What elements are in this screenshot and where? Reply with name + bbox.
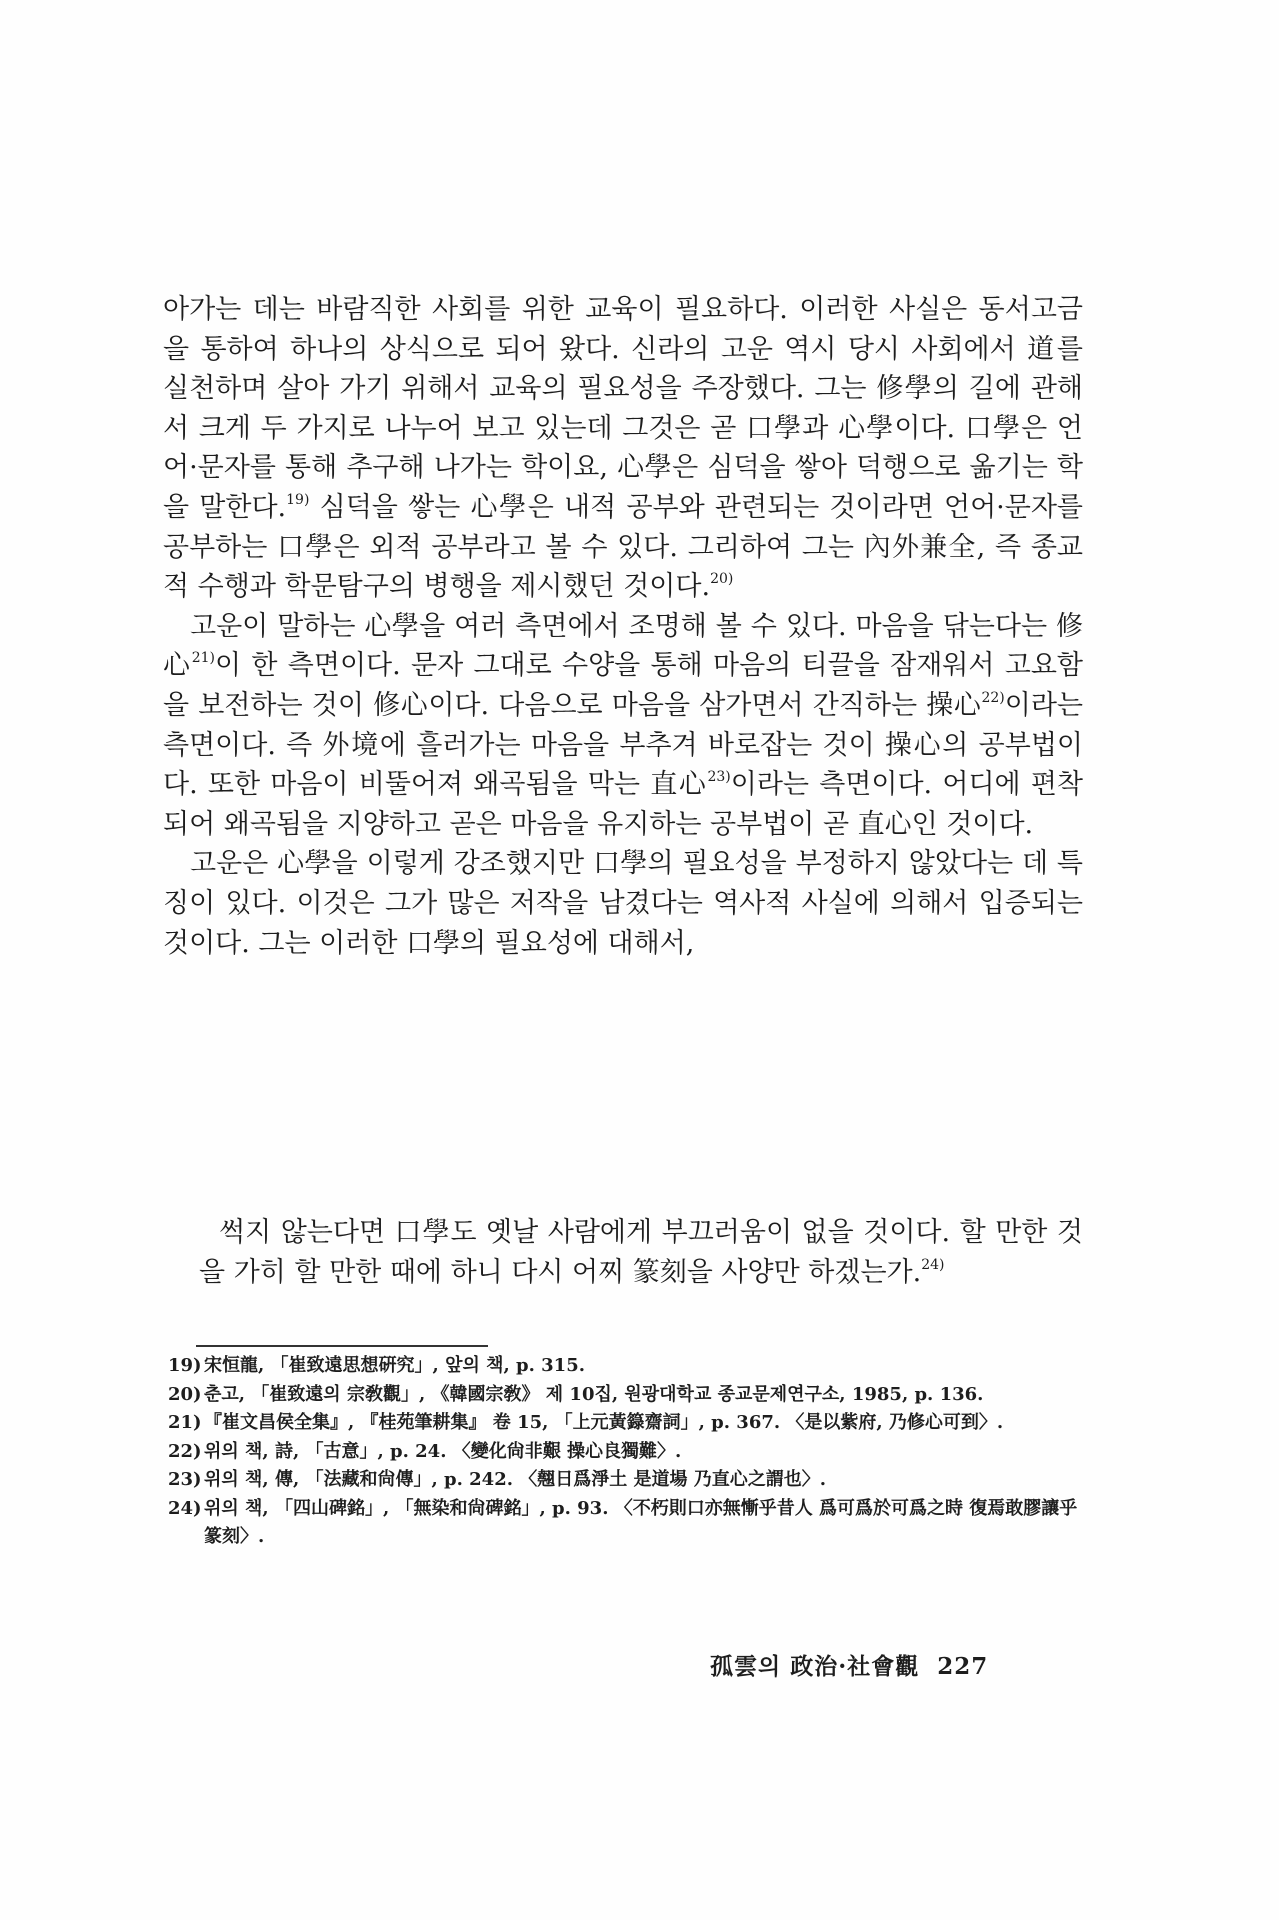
footnote — [168, 1352, 1078, 1381]
footnote-number: 23) — [168, 1469, 202, 1490]
footnote-ref-22: 22) — [981, 689, 1005, 706]
footnote-number: 19) — [168, 1355, 202, 1376]
paragraph-text: 고운이 말하는 心學을 여러 측면에서 조명해 볼 수 있다. 마음을 닦는다는 修心 — [163, 610, 1083, 682]
page-number: 227 — [937, 1653, 989, 1680]
footnote-text: 『崔文昌侯全集』, 『桂苑筆耕集』 卷 15, 「上元黃籙齋詞」, p. 367. 〈是以紫府, 乃修心可到〉. — [204, 1412, 1004, 1433]
footnote-ref-19: 19) — [286, 491, 310, 508]
body-text — [163, 290, 1083, 963]
footnote-number: 21) — [168, 1412, 202, 1433]
block-quote — [199, 1213, 1083, 1292]
paragraph-1 — [163, 290, 1083, 607]
paragraph-3 — [163, 844, 1083, 963]
footnote-ref-21: 21) — [191, 650, 216, 667]
paragraph-text: 고운은 心學을 이렇게 강조했지만 口學의 필요성을 부정하지 않았다는 데 특징이 있다. 이것은 그가 많은 저작을 남겼다는 역사적 사실에 의해서 입증되는 것이다. 그는 이러한 口學의 필요성에 대해서, — [163, 848, 1083, 959]
footnote-text: 춘고, 「崔致遠의 宗敎觀」, 《韓國宗敎》 제 10집, 원광대학교 종교문제연구소, 1985, p. 136. — [204, 1383, 984, 1405]
footnotes — [168, 1352, 1078, 1552]
footnote — [168, 1438, 1078, 1467]
footnote-ref-23: 23) — [707, 769, 731, 786]
footnote-ref-24: 24) — [921, 1256, 945, 1273]
footnote-divider — [196, 1345, 488, 1347]
footnote-text: 위의 책, 詩, 「古意」, p. 24. 〈變化尙非艱 操心良獨難〉. — [204, 1440, 682, 1462]
quote-text: 썩지 않는다면 口學도 옛날 사람에게 부끄러움이 없을 것이다. 할 만한 것을 가히 할 만한 때에 하니 다시 어찌 篆刻을 사양만 하겠는가. — [199, 1217, 1083, 1288]
footnote-number: 22) — [168, 1440, 202, 1462]
paragraph-text: 심덕을 쌓는 心學은 내적 공부와 관련되는 것이라면 언어·문자를 공부하는 口學은 외적 공부라고 볼 수 있다. 그리하여 그는 內外兼全, 즉 종교적 수행과 학문탐구의 병행을 제시했던 것이다. — [163, 491, 1083, 603]
quote-paragraph — [199, 1213, 1083, 1292]
footnote-number: 20) — [168, 1383, 202, 1405]
footnote-ref-20: 20) — [710, 571, 734, 588]
footnote — [168, 1495, 1078, 1552]
footnote-text: 宋恒龍, 「崔致遠思想硏究」, 앞의 책, p. 315. — [204, 1355, 585, 1376]
paragraph-2 — [163, 607, 1083, 845]
footnote-text: 위의 책, 「四山碑銘」, 「無染和尙碑銘」, p. 93. 〈不朽則口亦無慚乎昔人 爲可爲於可爲之時 復焉敢膠讓乎篆刻〉. — [204, 1497, 1078, 1547]
paragraph-text: 이 한 측면이다. 문자 그대로 수양을 통해 마음의 티끌을 잠재워서 고요함을 보전하는 것이 修心이다. 다음으로 마음을 삼가면서 간직하는 操心 — [163, 650, 1084, 721]
footnote-text: 위의 책, 傳, 「法藏和尙傳」, p. 242. 〈翹日爲淨土 是道場 乃直心之謂也〉. — [204, 1469, 827, 1490]
running-title: 孤雲의 政治·社會觀 — [710, 1653, 920, 1680]
paragraph-text: 이라는 측면이다. 어디에 편착되어 왜곡됨을 지양하고 곧은 마음을 유지하는 공부법이 곧 直心인 것이다. — [163, 769, 1083, 840]
footnote-number: 24) — [168, 1497, 202, 1519]
paragraph-text: 아가는 데는 바람직한 사회를 위한 교육이 필요하다. 이러한 사실은 동서고금을 통하여 하나의 상식으로 되어 왔다. 신라의 고운 역시 당시 사회에서 道를 실천하며 살아 가기 위해서 교육의 필요성을 주장했다. 그는 修學의 길에 관해서 크게 두 가지로 나누어 보고 있는데 그것은 곧 口學과 心學이다. 口學은 언어·문자를 통해 추구해 나가는 학이요, 心學은 심덕을 쌓아 덕행으로 옮기는 학을 말한다. — [163, 294, 1083, 523]
paragraph-text: 이라는 측면이다. 즉 外境에 흘러가는 마음을 부추겨 바로잡는 것이 操心의 공부법이다. 또한 마음이 비뚤어져 왜곡됨을 막는 直心 — [163, 689, 1083, 801]
footnote — [168, 1381, 1078, 1410]
footnote — [168, 1466, 1078, 1495]
footnote — [168, 1409, 1078, 1438]
running-footer — [710, 1648, 1150, 1681]
